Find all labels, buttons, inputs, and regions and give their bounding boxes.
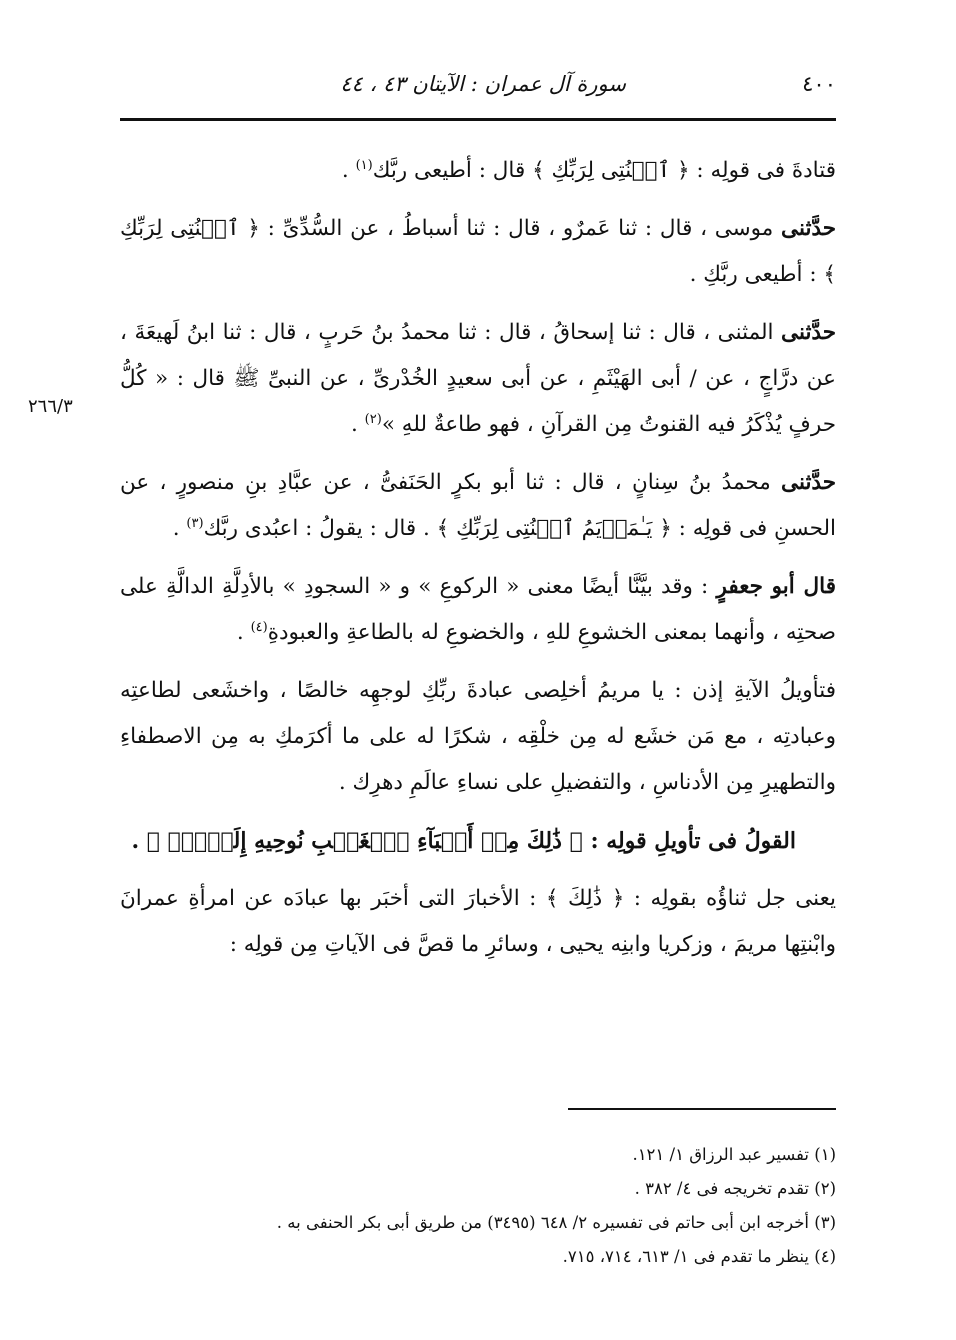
footnote-1: (١) تفسير عبد الرزاق ١/ ١٢١.	[632, 1145, 836, 1164]
footnote-rule	[568, 1108, 836, 1110]
header-rule	[120, 118, 836, 121]
footnote-3: (٣) أخرجه ابن أبى حاتم فى تفسيره ٢/ ٦٤٨ (٣٤٩٥) من طريق أبى بكر الحنفى به .	[276, 1213, 836, 1232]
paragraph-text: المثنى ، قال : ثنا إسحاقُ ، قال : ثنا محمدُ بنُ حَربٍ ، قال : ثنا ابنُ لَهيعَةَ ، عن درَّاجٍ ، عن / أبى الهَيْثَمِ ، عن أبى سعيدٍ الخُدْرىِّ ، عن النبىِّ ﷺ قال : « كُلُّ حرفٍ يُذْكَرُ فيه القنوتُ مِن القرآنِ ، فهو طاعةٌ للهِ »	[120, 320, 836, 437]
paragraph-text: محمدُ بنُ سِنانٍ ، قال : ثنا أبو بكرٍ الحَنَفىُّ ، عن عبَّادِ بنِ منصورٍ ، عن الحسنِ فى قولِه : ﴿ يَـٰمَرۡيَمُ ٱقۡنُتِى لِرَبِّكِ ﴾ . قال : يقولُ : اعبُدى ربَّك	[120, 470, 836, 541]
paragraph-tail: .	[341, 158, 356, 183]
paragraph-tail: .	[351, 412, 365, 437]
section-heading	[120, 818, 836, 864]
paragraph	[120, 310, 836, 448]
paragraph-lead: حدَّثنى	[781, 470, 836, 495]
footnote-4: (٤) ينظر ما تقدم فى ١/ ٦١٣، ٧١٤، ٧١٥.	[562, 1247, 836, 1266]
paragraph	[120, 206, 836, 298]
paragraph	[120, 564, 836, 656]
paragraph-lead: قال أبو جعفرٍ	[716, 574, 836, 599]
paragraph-tail: .	[236, 620, 251, 645]
paragraph-text: فتأويلُ الآيةِ إذن : يا مريمُ أخلِصى عبادةَ ربِّكِ لوجهِه خالصًا ، واخشَعى لطاعتِه وعبادتِه ، مع مَن خشَع له مِن خلْقِه ، شكرًا له على ما أكرَمكِ به مِن الاصطفاءِ والتطهيرِ مِن الأدناسِ ، والتفضيلِ على نساءِ عالَمِ دهرِك .	[120, 678, 836, 795]
paragraph-text: : وقد بيَّنَّا أيضًا معنى « الركوعِ » و « السجودِ » بالأدِلَّةِ الدالَّةِ على صحتِه ، وأنهما بمعنى الخشوعِ للهِ ، والخضوعِ له بالطاعةِ والعبودةِ	[120, 574, 836, 645]
paragraph-text: موسى ، قال : ثنا عَمرٌو ، قال : ثنا أسباطُ ، عن السُّدِّىِّ : ﴿ ٱقۡنُتِى لِرَبِّكِ ﴾ : أطيعى ربَّكِ .	[120, 216, 836, 287]
margin-reference: ٢٦٦/٣	[28, 396, 73, 417]
footnote-2: (٢) تقدم تخريجه فى ٤/ ٣٨٢ .	[634, 1179, 836, 1198]
paragraph-text: قتادةَ فى قولِه : ﴿ ٱقۡنُتِى لِرَبِّكِ ﴾ قال : أطيعى ربَّك	[372, 158, 836, 183]
paragraph-lead: حدَّثنى	[781, 320, 836, 345]
heading-lead: القولُ فى تأويلِ قولِه	[606, 828, 796, 854]
paragraph	[120, 148, 836, 194]
paragraph	[120, 460, 836, 552]
paragraph-lead: حدَّثنى	[781, 216, 836, 241]
paragraph-text: يعنى جل ثناؤُه بقولِه : ﴿ ذَٰلِكَ ﴾ : الأخبارَ التى أخبَر بها عبادَه عن امرأةِ عمرانَ وابْنتِها مريمَ ، وزكريا وابنِه يحيى ، وسائرِ ما قصَّ فى الآياتِ مِن قولِه :	[120, 886, 836, 957]
footnote-marker: (١)	[355, 157, 373, 173]
paragraph	[120, 876, 836, 968]
page-number: ٤٠٠	[802, 72, 836, 96]
page-header	[120, 62, 836, 116]
footnote-marker: (٢)	[364, 411, 382, 427]
heading-text: : ﴿ ذَٰلِكَ مِنۡ أَنۢبَآءِ ٱلۡغَيۡبِ نُوحِيهِ إِلَيۡكَۚ ﴾ .	[131, 828, 607, 854]
paragraph	[120, 668, 836, 806]
footnotes	[120, 1138, 836, 1274]
running-title: سورة آل عمران : الآيتان ٤٣ ، ٤٤	[340, 72, 626, 96]
footnote-marker: (٣)	[186, 515, 204, 531]
paragraph-tail: .	[172, 516, 187, 541]
main-text	[120, 148, 836, 980]
footnote-marker: (٤)	[250, 619, 268, 635]
